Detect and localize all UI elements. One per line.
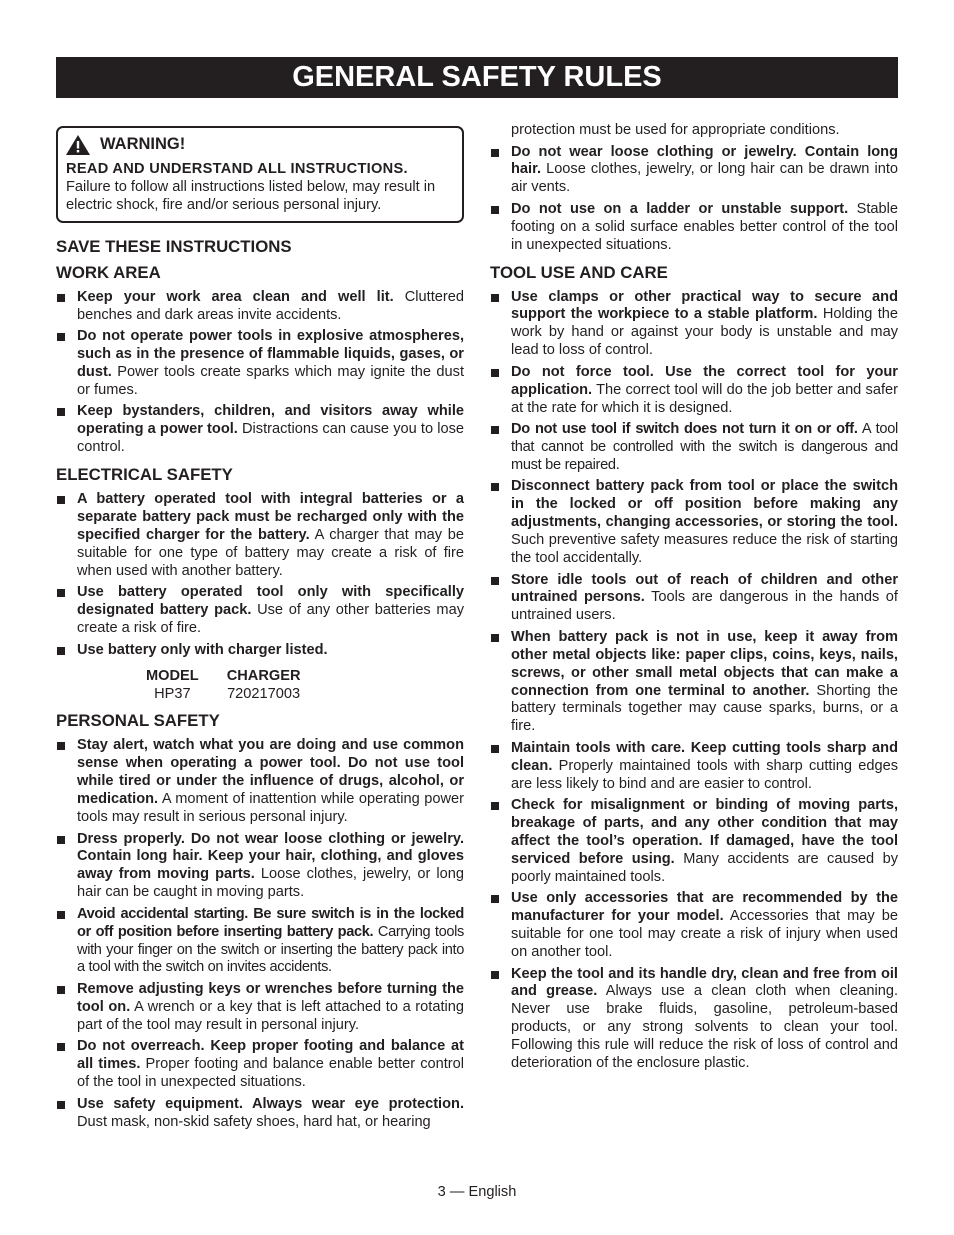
list-item: Do not operate power tools in explosive atmospheres, such as in the presence of flammable liquids, gases, or dust. Power tools create sparks which may ignite the dust or fumes. [56, 328, 464, 400]
work-area-list [56, 289, 464, 457]
list-item: Stay alert, watch what you are doing and use common sense when operating a power tool. Do not use tool while tired or under the influence of drugs, alcohol, or medication. A moment of inattention while operating power tools may result in serious personal injury. [56, 737, 464, 827]
list-item: A battery operated tool with integral batteries or a separate battery pack must be recharged only with the specified charger for the battery. A charger that may be suitable for one type of battery may create a risk of fire when used with another battery. [56, 491, 464, 581]
tool-use-heading: TOOL USE AND CARE [490, 262, 668, 282]
model-value: HP37 [154, 686, 191, 703]
warning-box [56, 126, 464, 223]
list-item: Keep your work area clean and well lit. Cluttered benches and dark areas invite accidents. [56, 289, 464, 325]
list-item: Disconnect battery pack from tool or place the switch in the locked or off position before making any adjustments, changing accessories, or storing the tool. Such preventive safety measures reduce the risk of starting the tool accidentally. [490, 478, 898, 568]
list-item: Use battery operated tool only with specifically designated battery pack. Use of any other batteries may create a risk of fire. [56, 584, 464, 638]
personal-safety-list [56, 737, 464, 1131]
list-item: Maintain tools with care. Keep cutting tools sharp and clean. Properly maintained tools with sharp cutting edges are less likely to bind and are easier to control. [490, 740, 898, 794]
page-title: GENERAL SAFETY RULES [56, 57, 898, 98]
list-item: Keep bystanders, children, and visitors away while operating a power tool. Distractions can cause you to lose control. [56, 403, 464, 457]
warning-header [66, 135, 454, 155]
electrical-safety-list [56, 491, 464, 659]
continued-text: protection must be used for appropriate conditions. [511, 122, 840, 138]
list-item: Use battery only with charger listed. [56, 642, 464, 660]
list-item: When battery pack is not in use, keep it away from other metal objects like: paper clips, coins, keys, nails, screws, or other small metal objects that can make a connection from one terminal to another. Shorting the battery terminals together may cause sparks, burns, or a fire. [490, 629, 898, 736]
list-item: Use clamps or other practical way to secure and support the workpiece to a stable platform. Holding the work by hand or against your body is unstable and may lead to loss of control. [490, 289, 898, 361]
save-instructions-heading: SAVE THESE INSTRUCTIONS [56, 236, 292, 256]
list-item: Do not use on a ladder or unstable support. Stable footing on a solid surface enables better control of the tool in unexpected situations. [490, 201, 898, 255]
warning-body: Failure to follow all instructions listed below, may result in electric shock, fire and/or serious personal injury. [66, 178, 436, 213]
list-item: Avoid accidental starting. Be sure switch is in the locked or off position before inserting battery pack. Carrying tools with your finger on the switch or inserting the battery pack into a tool with the switch on invites accidents. [56, 906, 464, 978]
list-item: Keep the tool and its handle dry, clean and free from oil and grease. Always use a clean cloth when cleaning. Never use brake fluids, gasoline, petroleum-based products, or any strong solvents to clean your tool. Following this rule will reduce the risk of loss of control and deterioration of the enclosure plastic. [490, 966, 898, 1073]
personal-safety-heading: PERSONAL SAFETY [56, 711, 220, 731]
warning-lead: READ AND UNDERSTAND ALL INSTRUCTIONS. [66, 161, 408, 177]
page-footer: 3 — English [437, 1184, 517, 1200]
list-item: Do not use tool if switch does not turn it on or off. A tool that cannot be controlled with the switch is dangerous and must be repaired. [490, 421, 898, 475]
list-item: Remove adjusting keys or wrenches before turning the tool on. A wrench or a key that is left attached to a rotating part of the tool may result in personal injury. [56, 981, 464, 1035]
model-column-header: MODEL [146, 668, 199, 685]
list-item: Use only accessories that are recommended by the manufacturer for your model. Accessories that may be suitable for one tool may create a risk of injury when used on another tool. [490, 890, 898, 962]
left-column [56, 126, 464, 1139]
electrical-safety-heading: ELECTRICAL SAFETY [56, 465, 233, 485]
work-area-heading: WORK AREA [56, 262, 161, 282]
list-item: Do not force tool. Use the correct tool for your application. The correct tool will do the job better and safer at the rate for which it is designed. [490, 364, 898, 418]
list-item: Do not wear loose clothing or jewelry. Contain long hair. Loose clothes, jewelry, or long hair can be drawn into air vents. [490, 144, 898, 198]
right-column [490, 122, 898, 1081]
list-item: Do not overreach. Keep proper footing and balance at all times. Proper footing and balance enable better control of the tool in unexpected situations. [56, 1038, 464, 1092]
list-item: Dress properly. Do not wear loose clothing or jewelry. Contain long hair. Keep your hair, clothing, and gloves away from moving parts. Loose clothes, jewelry, or long hair can be caught in moving parts. [56, 831, 464, 903]
personal-safety-list-continued [490, 144, 898, 255]
list-item: Check for misalignment or binding of moving parts, breakage of parts, and any other condition that may affect the tool’s operation. If damaged, have the tool serviced before using. Many accidents are caused by poorly maintained tools. [490, 797, 898, 887]
warning-triangle-icon [66, 135, 90, 155]
warning-heading: WARNING! [100, 135, 186, 154]
charger-column-header: CHARGER [226, 668, 301, 685]
list-item: Use safety equipment. Always wear eye protection. Dust mask, non-skid safety shoes, hard hat, or hearing [56, 1096, 464, 1132]
tool-use-list [490, 289, 898, 1073]
model-charger-table [146, 667, 328, 703]
charger-value: 720217003 [227, 686, 301, 703]
list-item: Store idle tools out of reach of children and other untrained persons. Tools are dangerous in the hands of untrained users. [490, 572, 898, 626]
